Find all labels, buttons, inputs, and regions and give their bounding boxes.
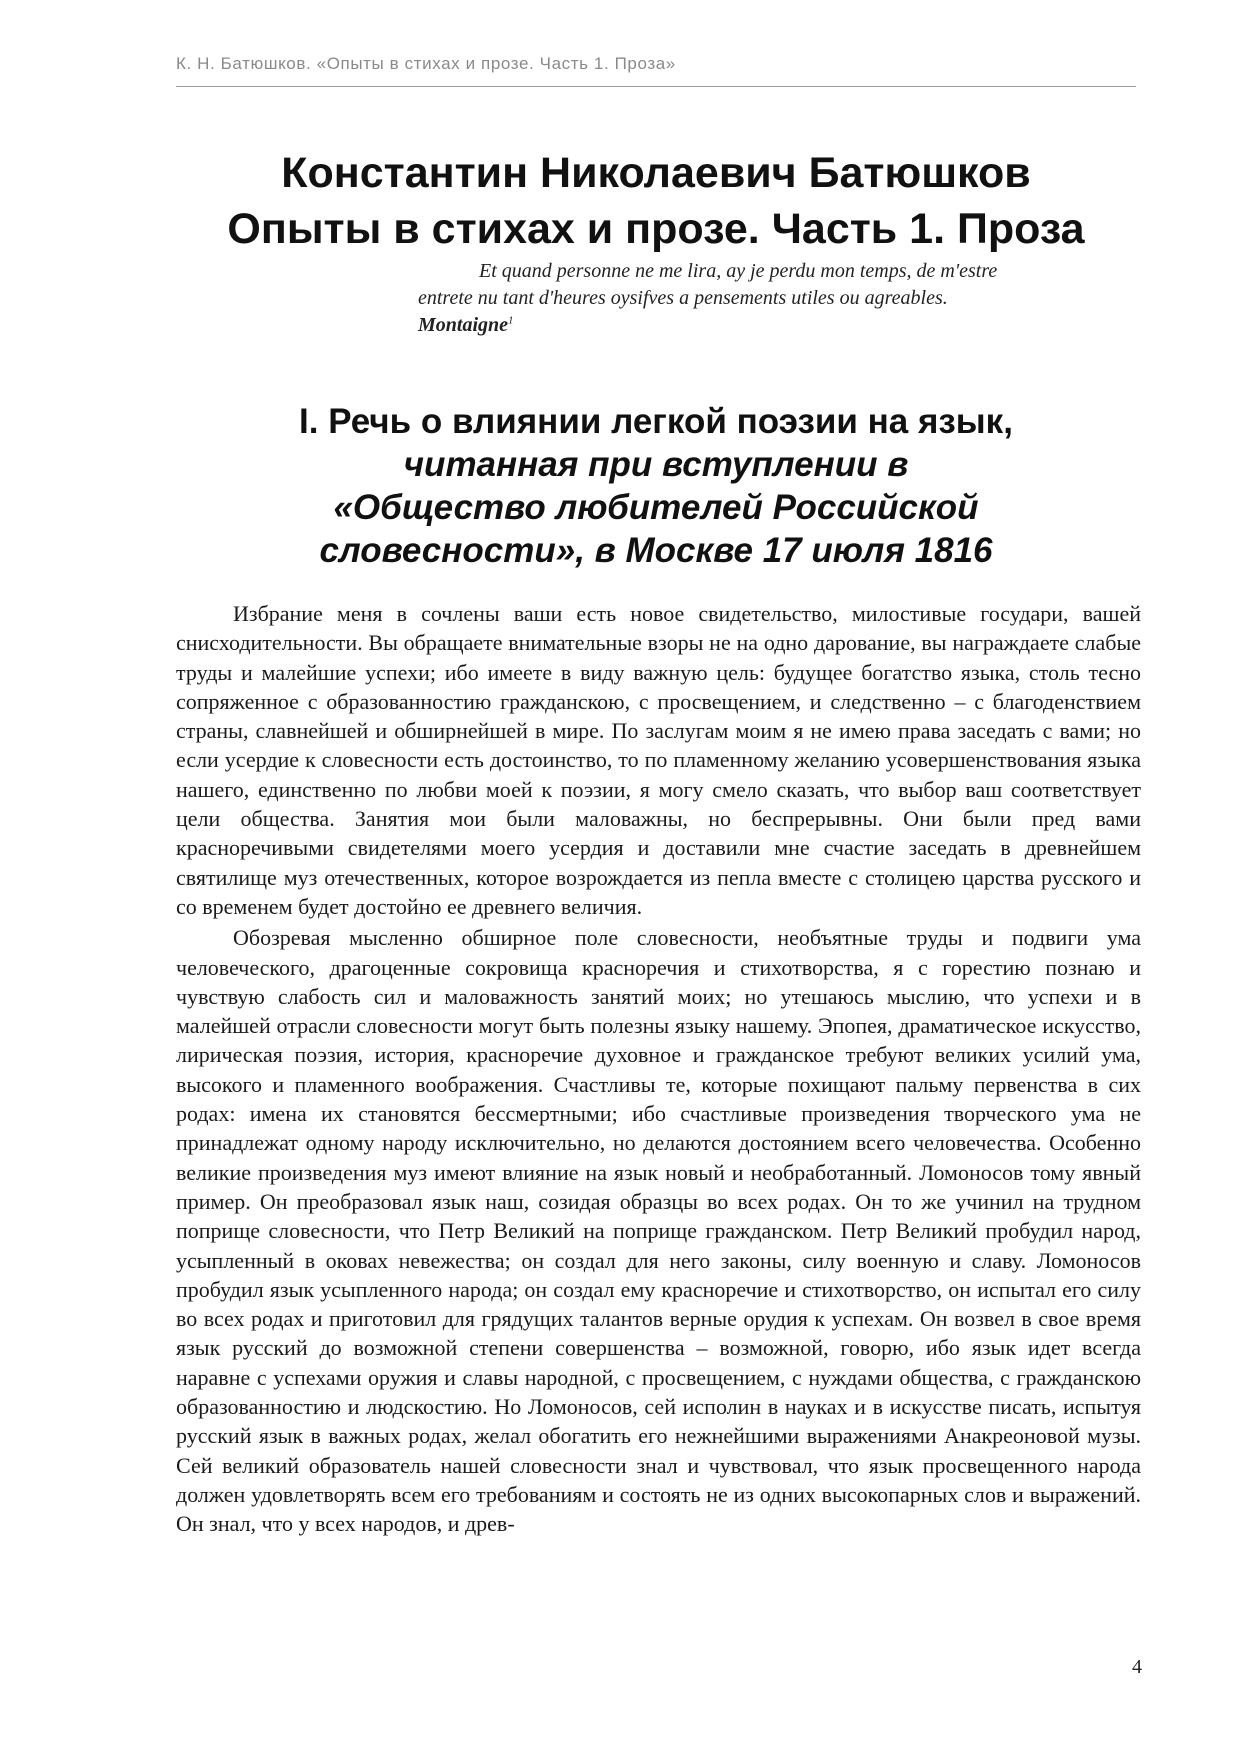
epigraph-author: Montaigne [418, 314, 509, 336]
epigraph-line-1: Et quand personne ne me lira, ay je perdu mon temps, de m'estre [479, 260, 998, 282]
paragraph-1: Избрание меня в сочлены ваши есть новое свидетельство, милостивые государи, вашей снисходительности. Вы обращаете внимательные взоры не на одно дарование, вы награждаете слабые труды и малейшие успехи; ибо имеете в виду важную цель: будущее богатство языка, столь тесно сопряженное с образованностию гражданскою, с просвещением, и следственно – с благоденствием страны, славнейшей и обширнейшей в мире. По заслугам моим я не имею права заседать с вами; но если усердие к словесности есть достоинство, то по пламенному желанию усовершенствования языка нашего, единственно по любви моей к поэзии, я могу смело сказать, что выбор ваш соответствует цели общества. Занятия мои были маловажны, но беспрерывны. Они были пред вами красноречивыми свидетелями моего усердия и доставили мне счастие заседать в древнейшем святилище муз отечественных, которое возрождается из пепла вместе с столицею царства русского и со временем будет достойно ее древнего величия. [176, 601, 1141, 919]
body-text [176, 599, 1141, 1541]
epigraph-line-2: entrete nu tant d'heures oysifves a pensements utiles ou agreables. [418, 287, 948, 309]
section-heading-line-4: словесности», в Москве 17 июля 1816 [319, 531, 993, 570]
page-number: 4 [1132, 1656, 1142, 1678]
section-heading-line-3: «Общество любителей Российской [333, 488, 979, 527]
section-heading-line-1: I. Речь о влиянии легкой поэзии на язык, [299, 402, 1013, 441]
paragraph-2: Обозревая мысленно обширное поле словесности, необъятные труды и подвиги ума человеческого, драгоценные сокровища красноречия и стихотворства, я с горестию познаю и чувствую слабость сил и маловажность занятий моих; но утешаюсь мыслию, что успехи и в малейшей отрасли словесности могут быть полезны языку нашему. Эпопея, драматическое искусство, лирическая поэзия, история, красноречие духовное и гражданское требуют великих усилий ума, высокого и пламенного воображения. Счастливы те, которые похищают пальму первенства в сих родах: имена их становятся бессмертными; ибо счастливые произведения творческого ума не принадлежат одному народу исключительно, но делаются достоянием всего человечества. Особенно великие произведения муз имеют влияние на язык новый и необработанный. Ломоносов тому явный пример. Он преобразовал язык наш, созидая образцы во всех родах. Он то же учинил на трудном поприще словесности, что Петр Великий на поприще гражданском. Петр Великий пробудил народ, усыпленный в оковах невежества; он создал для него законы, силу военную и славу. Ломоносов пробудил язык усыпленного народа; он создал ему красноречие и стихотворство, он испытал его силу во всех родах и приготовил для грядущих талантов верные орудия к успехам. Он возвел в свое время язык русский до возможной степени совершенства – возможной, говорю, ибо язык идет всегда наравне с успехами оружия и славы народной, с просвещением, с нуждами общества, с гражданскою образованностию и людскостию. Но Ломоносов, сей исполин в науках и в искусстве писать, испытуя русский язык в важных родах, желал обогатить его нежнейшими выражениями Анакреоновой музы. Сей великий образователь нашей словесности знал и чувствовал, что язык просвещенного народа должен удовлетворять всем его требованиям и состоять не из одних высокопарных слов и выражений. Он знал, что у всех народов, и древ- [176, 925, 1141, 1537]
epigraph-attribution [418, 312, 1136, 339]
section-heading-line-2: читанная при вступлении в [403, 445, 909, 484]
page-title [176, 145, 1136, 257]
title-work-line: Опыты в стихах и прозе. Часть 1. Проза [227, 205, 1085, 253]
footnote-mark[interactable]: 1 [508, 314, 514, 327]
epigraph [418, 258, 1136, 339]
title-author-line: Константин Николаевич Батюшков [281, 149, 1031, 197]
section-heading [176, 400, 1136, 572]
running-header: К. Н. Батюшков. «Опыты в стихах и прозе. Часть 1. Проза» [176, 54, 1136, 87]
